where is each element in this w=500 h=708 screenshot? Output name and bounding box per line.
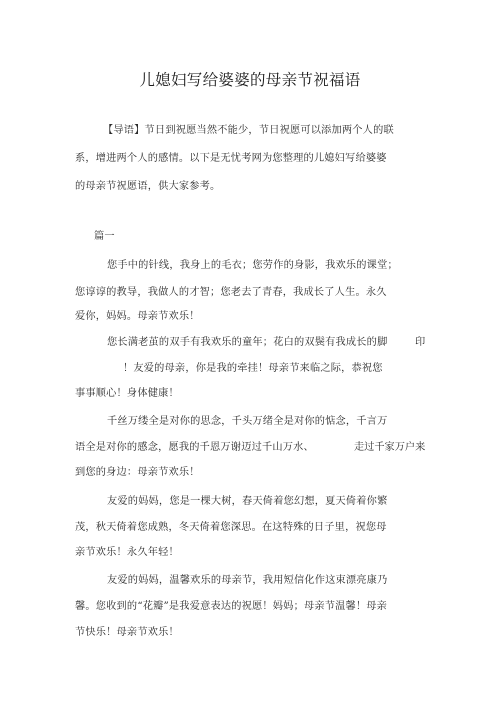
paragraph-1-line-3: 爱你，妈妈。母亲节欢乐！ — [75, 311, 200, 322]
paragraph-5-line-1: 友爱的妈妈，温馨欢乐的母亲节，我用短信化作这束漂亮康乃 — [107, 575, 388, 586]
paragraph-4-line-2: 茂，秋天倚着您成熟，冬天倚着您深思。在这特殊的日子里，祝您母 — [75, 522, 387, 533]
paragraph-3-line-2: 语全是对你的感念，愿我的千恩万谢迈过千山万水、 — [75, 442, 314, 453]
paragraph-2-line-3: 事事顺心！身体健康！ — [75, 388, 179, 399]
paragraph-4-line-3: 亲节欢乐！永久年轻！ — [75, 547, 179, 558]
paragraph-3-line-1: 千丝万缕全是对你的思念，千头万绪全是对你的惦念，千言万 — [107, 416, 388, 427]
intro-line-3: 的母亲节祝愿语，供大家参考。 — [75, 181, 221, 192]
paragraph-5-line-2: 馨。您收到的“花瓣”是我爱意表达的祝愿！妈妈；母亲节温馨！母亲 — [75, 601, 388, 612]
paragraph-2-line-1: 您长满老茧的双手有我欢乐的童年；花白的双鬓有我成长的脚 — [107, 337, 388, 348]
intro-line-1: 【导语】节日到祝愿当然不能少，节日祝愿可以添加两个人的联 — [103, 125, 394, 136]
intro-line-2: 系，增进两个人的感情。以下是无忧考网为您整理的儿媳妇写给婆婆 — [75, 153, 387, 164]
paragraph-2-line-2: ！友爱的母亲，你是我的牵挂！母亲节来临之际，恭祝您 — [123, 363, 383, 374]
paragraph-3-line-3: 到您的身边：母亲节欢乐！ — [75, 467, 200, 478]
paragraph-4-line-1: 友爱的妈妈，您是一棵大树，春天倚着您幻想，夏天倚着你繁 — [107, 496, 388, 507]
paragraph-5-line-3: 节快乐！母亲节欢乐！ — [75, 627, 179, 638]
paragraph-1-line-2: 您谆谆的教导，我做人的才智；您老去了青春，我成长了人生。永久 — [75, 287, 387, 298]
paragraph-1-line-1: 您手中的针线，我身上的毛衣；您劳作的身影，我欢乐的课堂； — [107, 260, 398, 271]
paragraph-3-line-2-end: 走过千家万户来 — [354, 442, 426, 453]
page-title: 儿媳妇写给婆婆的母亲节祝福语 — [139, 71, 361, 89]
paragraph-2-trailing-char: 印 — [415, 337, 426, 348]
section-heading: 篇一 — [94, 231, 115, 242]
